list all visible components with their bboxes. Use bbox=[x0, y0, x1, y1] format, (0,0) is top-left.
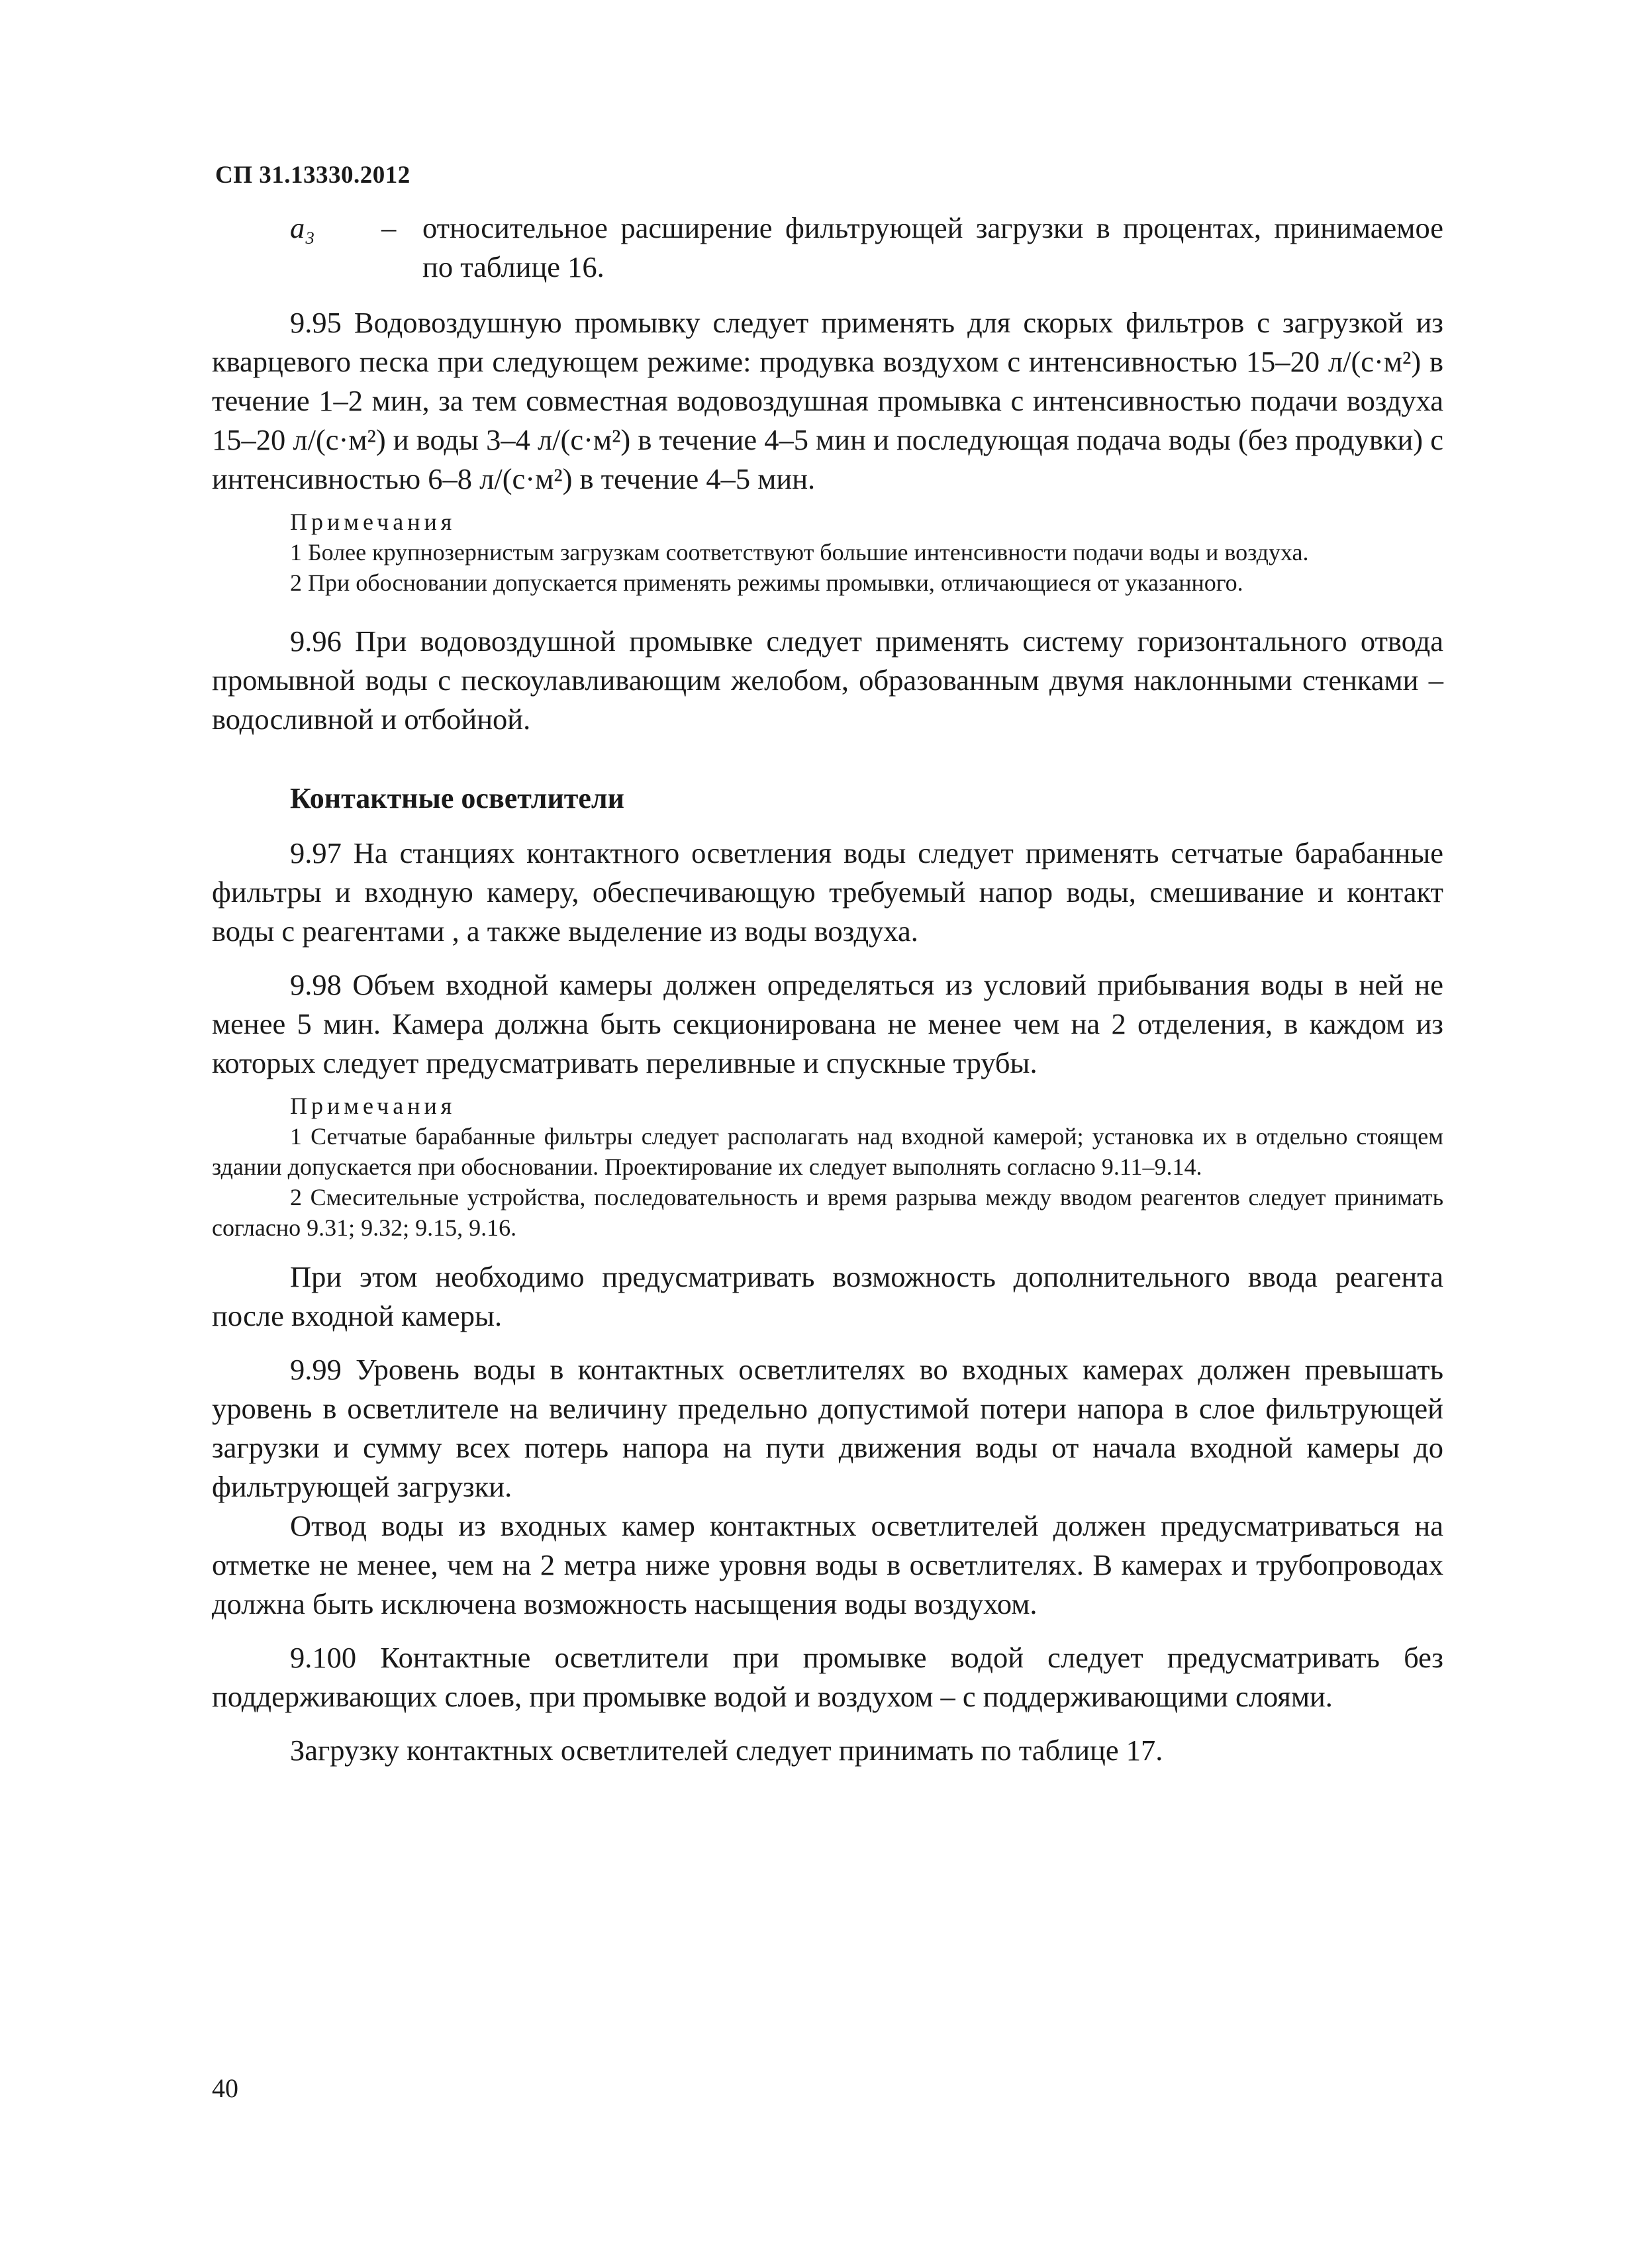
note-2-2: 2 Смесительные устройства, последовательность и время разрыва между вводом реагентов следует принимать согласно 9.31; 9.32; 9.15, 9.16. bbox=[212, 1184, 1443, 1241]
paragraph-9-98-continued: При этом необходимо предусматривать возможность дополнительного ввода реагента после входной камеры. bbox=[212, 1260, 1443, 1332]
page-number: 40 bbox=[212, 2073, 238, 2103]
variable-symbol: а₃ bbox=[290, 211, 315, 244]
paragraph-9-99-continued: Отвод воды из входных камер контактных осветлителей должен предусматриваться на отметке не менее, чем на 2 метра ниже уровня воды в осветлителях. В камерах и трубопроводах должна быть исключена возможность насыщения воды воздухом. bbox=[212, 1509, 1443, 1620]
paragraph-9-99: 9.99 Уровень воды в контактных осветлителях во входных камерах должен превышать уровень в осветлителе на величину предельно допустимой потери напора в слое фильтрующей загрузки и сумму всех потерь напора на пути движения воды от начала входной камеры до фильтрующей загрузки. bbox=[212, 1353, 1443, 1503]
document-body bbox=[212, 209, 1443, 1770]
paragraph-9-96: 9.96 При водовоздушной промывке следует применять систему горизонтального отвода промывной воды с пескоулавливающим желобом, образованным двумя наклонными стенками – водосливной и отбойной. bbox=[212, 624, 1443, 736]
paragraph-9-100-continued: Загрузку контактных осветлителей следует принимать по таблице 17. bbox=[290, 1734, 1163, 1767]
note-1-2: 2 При обосновании допускается применять режимы промывки, отличающиеся от указанного. bbox=[290, 569, 1243, 596]
paragraph-9-98: 9.98 Объем входной камеры должен определяться из условий прибывания воды в ней не менее 5 мин. Камера должна быть секционирована не менее чем на 2 отделения, в каждом из которых следует предусматривать переливные и спускные трубы. bbox=[212, 968, 1443, 1079]
notes-heading-2: Примечания bbox=[290, 1093, 456, 1119]
paragraph-9-97: 9.97 На станциях контактного осветления воды следует применять сетчатые барабанные фильтры и входную камеру, обеспечивающую требуемый напор воды, смешивание и контакт воды с реагентами , а также выделение из воды воздуха. bbox=[212, 836, 1443, 948]
variable-text: относительное расширение фильтрующей загрузки в процентах, принимаемое по таблице 16. bbox=[422, 211, 1443, 283]
paragraph-9-100: 9.100 Контактные осветлители при промывке водой следует предусматривать без поддерживающих слоев, при промывке водой и воздухом – с поддерживающими слоями. bbox=[212, 1641, 1443, 1713]
note-1-1: 1 Более крупнозернистым загрузкам соответствуют большие интенсивности подачи воды и воздуха. bbox=[290, 539, 1309, 566]
paragraph-9-95: 9.95 Водовоздушную промывку следует применять для скорых фильтров с загрузкой из кварцевого песка при следующем режиме: продувка воздухом с интенсивностью 15–20 л/(с·м²) в течение 1–2 мин, за тем совместная водовоздушная промывка с интенсивностью подачи воздуха 15–20 л/(с·м²) и воды 3–4 л/(с·м²) в течение 4–5 мин и последующая подача воды (без продувки) с интенсивностью 6–8 л/(с·м²) в течение 4–5 мин. bbox=[212, 306, 1443, 495]
section-heading: Контактные осветлители bbox=[290, 782, 624, 814]
note-2-1: 1 Сетчатые барабанные фильтры следует располагать над входной камерой; установка их в отдельно стоящем здании допускается при обосновании. Проектирование их следует выполнять согласно 9.11–9.14. bbox=[212, 1123, 1443, 1180]
variable-definition bbox=[212, 209, 1443, 287]
notes-heading-1: Примечания bbox=[290, 509, 456, 535]
document-code-header: СП 31.13330.2012 bbox=[215, 162, 410, 189]
variable-dash: – bbox=[381, 211, 397, 244]
